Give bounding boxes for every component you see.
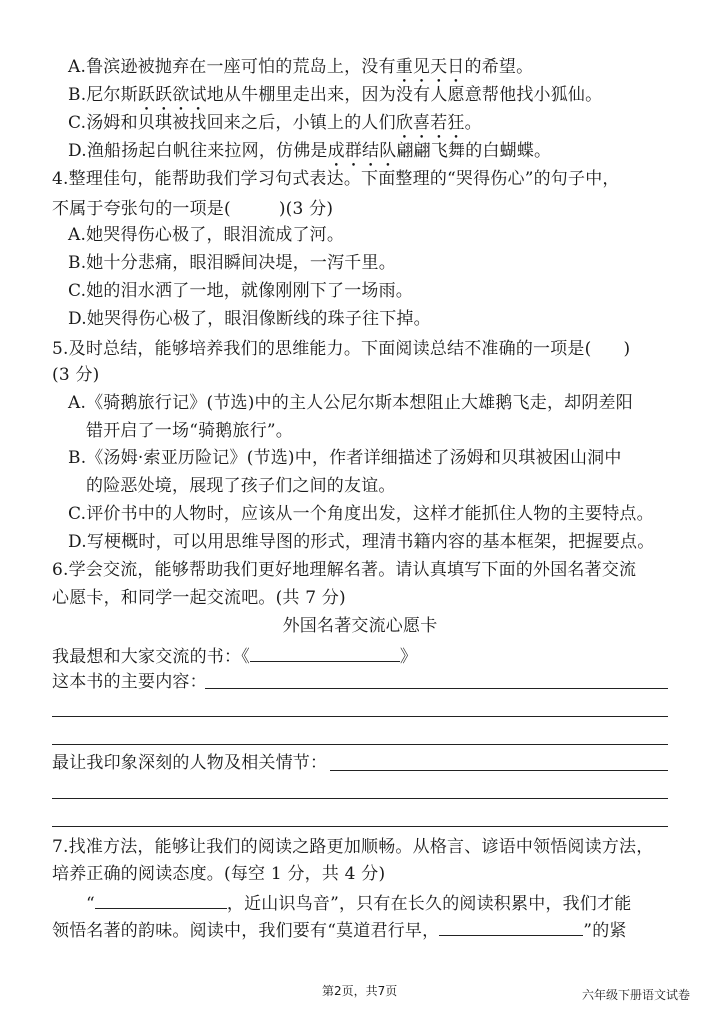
q7-fill-line2: 领悟名著的韵味。阅读中，我们要有“莫道君行早， ”的紧 <box>52 917 627 942</box>
q3-option-c: C.汤姆和贝琪被找回来之后，小镇上的人们欣喜若狂。 <box>68 113 482 133</box>
q5-stem-line1: 5.及时总结，能够培养我们的思维能力。下面阅读总结不准确的一项是( ) <box>52 336 630 360</box>
exam-title: 六年级下册语文试卷 <box>582 988 691 1002</box>
q5-option-a-line2: 错开启了一场“骑鹅旅行”。 <box>86 421 293 441</box>
q5-option-b-line2: 的险恶处境，展现了孩子们之间的友谊。 <box>86 476 396 496</box>
content-label: 这本书的主要内容： <box>52 672 207 692</box>
q7-stem-line1: 7.找准方法，能够让我们的阅读之路更加顺畅。从格言、谚语中领悟阅读方法， <box>52 837 654 857</box>
content-input-line[interactable] <box>205 688 668 689</box>
answer-blank[interactable] <box>231 196 279 214</box>
q6-stem-line1: 6.学会交流，能够帮助我们更好地理解名著。请认真填写下面的外国名著交流 <box>52 560 637 580</box>
book-field: 我最想和大家交流的书：《 》 <box>52 643 417 668</box>
book-label: 我最想和大家交流的书： <box>52 647 242 667</box>
dotted-text: 跃跃欲试 <box>137 85 207 105</box>
content-input-line[interactable] <box>52 716 668 717</box>
character-input-line[interactable] <box>52 826 668 827</box>
character-label: 最让我印象深刻的人物及相关情节： <box>52 753 328 773</box>
dotted-text: 成群结队 <box>327 141 397 161</box>
dotted-text: 重见天日 <box>395 57 465 77</box>
q5-option-b-line1: B.《汤姆·索亚历险记》(节选)中，作者详细描述了汤姆和贝琪被困山洞中 <box>68 448 622 468</box>
q4-option-c: C.她的泪水洒了一地，就像刚刚下了一场雨。 <box>68 281 414 301</box>
content-input-line[interactable] <box>52 744 668 745</box>
character-input-line[interactable] <box>52 798 668 799</box>
book-title-input[interactable] <box>250 643 400 662</box>
q4-option-b: B.她十分悲痛，眼泪瞬间决堤，一泻千里。 <box>68 253 396 273</box>
q3-option-d: D.渔船扬起白帆往来拉网，仿佛是成群结队翩翩飞舞的白蝴蝶。 <box>68 141 552 161</box>
proverb-blank[interactable] <box>439 917 583 936</box>
q4-stem-line1: 4.整理佳句，能帮助我们学习句式表达。下面整理的“哭得伤心”的句子中， <box>52 169 620 189</box>
page-number: 第2页，共7页 <box>322 984 398 998</box>
q5-option-c: C.评价书中的人物时，应该从一个角度出发，这样才能抓住人物的主要特点。 <box>68 504 654 524</box>
q4-option-d: D.她哭得伤心极了，眼泪像断线的珠子往下掉。 <box>68 309 431 329</box>
q3-option-a: A.鲁滨逊被抛弃在一座可怕的荒岛上，没有重见天日的希望。 <box>68 57 534 77</box>
q5-stem-line2: (3 分) <box>52 365 100 385</box>
q7-fill-line1: “ ，近山识鸟音”，只有在长久的阅读积累中，我们才能 <box>86 890 631 915</box>
character-input-line[interactable] <box>330 770 668 771</box>
q6-stem-line2: 心愿卡，和同学一起交流吧。(共 7 分) <box>52 588 346 608</box>
proverb-blank[interactable] <box>95 890 227 909</box>
q3-option-b: B.尼尔斯跃跃欲试地从牛棚里走出来，因为没有人愿意帮他找小狐仙。 <box>68 85 603 105</box>
q5-option-d: D.写梗概时，可以用思维导图的形式，理清书籍内容的基本框架，把握要点。 <box>68 532 655 552</box>
answer-blank[interactable] <box>591 336 623 354</box>
dotted-text: 欣喜若狂 <box>395 113 465 133</box>
q5-option-a-line1: A.《骑鹅旅行记》(节选)中的主人公尼尔斯本想阻止大雄鹅飞走，却阴差阳 <box>68 393 633 413</box>
q4-stem-line2: 不属于夸张句的一项是( )(3 分) <box>52 196 333 220</box>
card-title: 外国名著交流心愿卡 <box>282 616 438 636</box>
q7-stem-line2: 培养正确的阅读态度。(每空 1 分，共 4 分) <box>52 864 386 884</box>
q4-option-a: A.她哭得伤心极了，眼泪流成了河。 <box>68 225 345 245</box>
